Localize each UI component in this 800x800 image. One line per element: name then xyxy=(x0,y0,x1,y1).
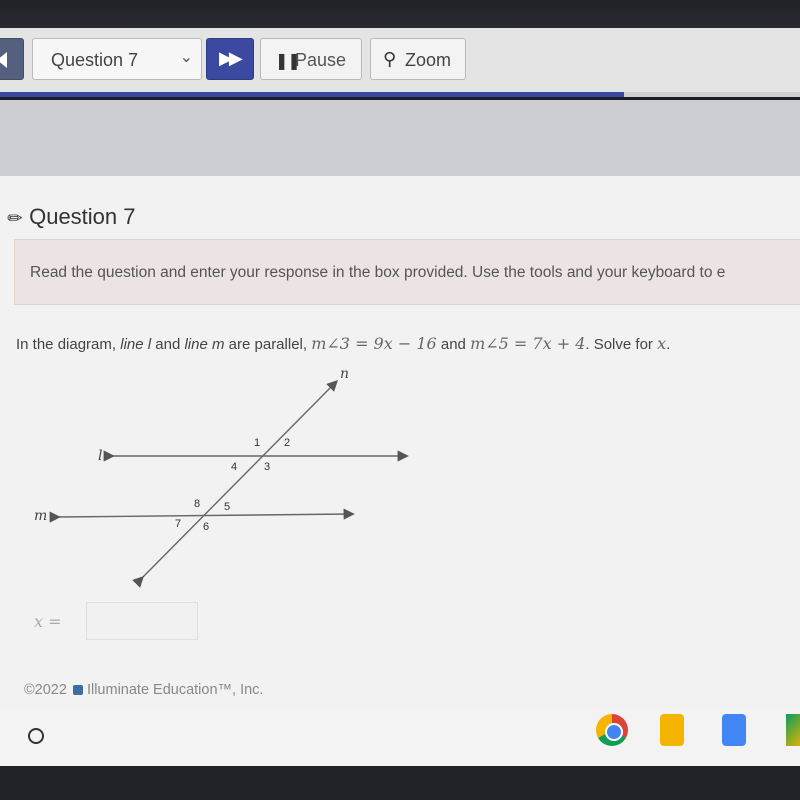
angle-label-5: 5 xyxy=(224,501,231,513)
prompt-and: and xyxy=(155,336,181,353)
prompt-parallel: are parallel, xyxy=(228,336,308,353)
question-prompt xyxy=(16,334,670,353)
prompt-start: In the diagram, xyxy=(16,336,117,353)
answer-input[interactable] xyxy=(86,602,198,640)
illuminate-logo-icon xyxy=(73,685,83,695)
angle-label-2: 2 xyxy=(284,437,291,449)
chevron-down-icon: ⌄ xyxy=(179,49,193,66)
screen-bezel-bottom xyxy=(0,766,800,800)
prev-arrow-icon xyxy=(0,52,7,68)
progress-fill xyxy=(0,92,624,97)
angle-label-4: 4 xyxy=(231,461,238,473)
question-title xyxy=(2,204,136,231)
instructions-text: Read the question and enter your response in the box provided. Use the tools and your keyboard to e xyxy=(30,264,726,281)
question-select-value: Question 7 xyxy=(51,50,139,70)
screen-bezel-top xyxy=(0,0,800,28)
progress-bar xyxy=(0,92,800,97)
os-shelf xyxy=(0,706,800,766)
transversal-n xyxy=(142,382,336,578)
assessment-toolbar xyxy=(0,28,800,96)
angle-label-3: 3 xyxy=(264,461,271,473)
label-n: n xyxy=(340,366,350,382)
pause-icon: ❚❚ xyxy=(275,53,300,70)
prompt-line-m: line m xyxy=(184,336,225,353)
pause-button[interactable] xyxy=(260,38,362,80)
prompt-line-l: line l xyxy=(120,336,152,353)
slides-icon[interactable] xyxy=(660,714,684,746)
equation-angle-5: m∠5 = 7x + 4 xyxy=(470,334,586,353)
zoom-button[interactable] xyxy=(370,38,466,80)
chrome-icon[interactable] xyxy=(596,714,628,746)
label-m: m xyxy=(34,508,48,524)
pause-label: Pause xyxy=(295,50,347,70)
copyright-year: ©2022 xyxy=(24,682,67,698)
angle-label-1: 1 xyxy=(254,437,261,449)
angle-label-6: 6 xyxy=(203,521,210,533)
fast-forward-icon: ▶▶ xyxy=(219,48,239,68)
parallel-lines-diagram xyxy=(0,360,440,590)
docs-icon[interactable] xyxy=(722,714,746,746)
angle-label-7: 7 xyxy=(175,518,182,530)
question-select[interactable] xyxy=(32,38,202,80)
zoom-label: Zoom xyxy=(405,50,452,70)
angle-label-8: 8 xyxy=(194,498,201,510)
magnifier-icon: ⚲ xyxy=(383,49,397,69)
footer xyxy=(24,682,263,698)
launcher-icon[interactable] xyxy=(28,728,44,744)
prompt-period: . xyxy=(666,336,671,353)
label-l: l xyxy=(98,448,103,464)
drive-icon[interactable] xyxy=(786,714,800,746)
question-title-text: Question 7 xyxy=(29,204,136,229)
prompt-and-2: and xyxy=(440,336,466,353)
prompt-solve: . Solve for xyxy=(585,336,653,353)
answer-label: x = xyxy=(34,612,62,631)
prompt-variable: x xyxy=(657,334,667,353)
equation-angle-3: m∠3 = 9x − 16 xyxy=(311,334,437,353)
header-band xyxy=(0,100,800,176)
previous-question-button[interactable] xyxy=(0,38,24,80)
company-name: Illuminate Education™, Inc. xyxy=(86,682,264,698)
next-question-button[interactable] xyxy=(206,38,254,80)
pencil-icon: ✎ xyxy=(2,205,28,231)
